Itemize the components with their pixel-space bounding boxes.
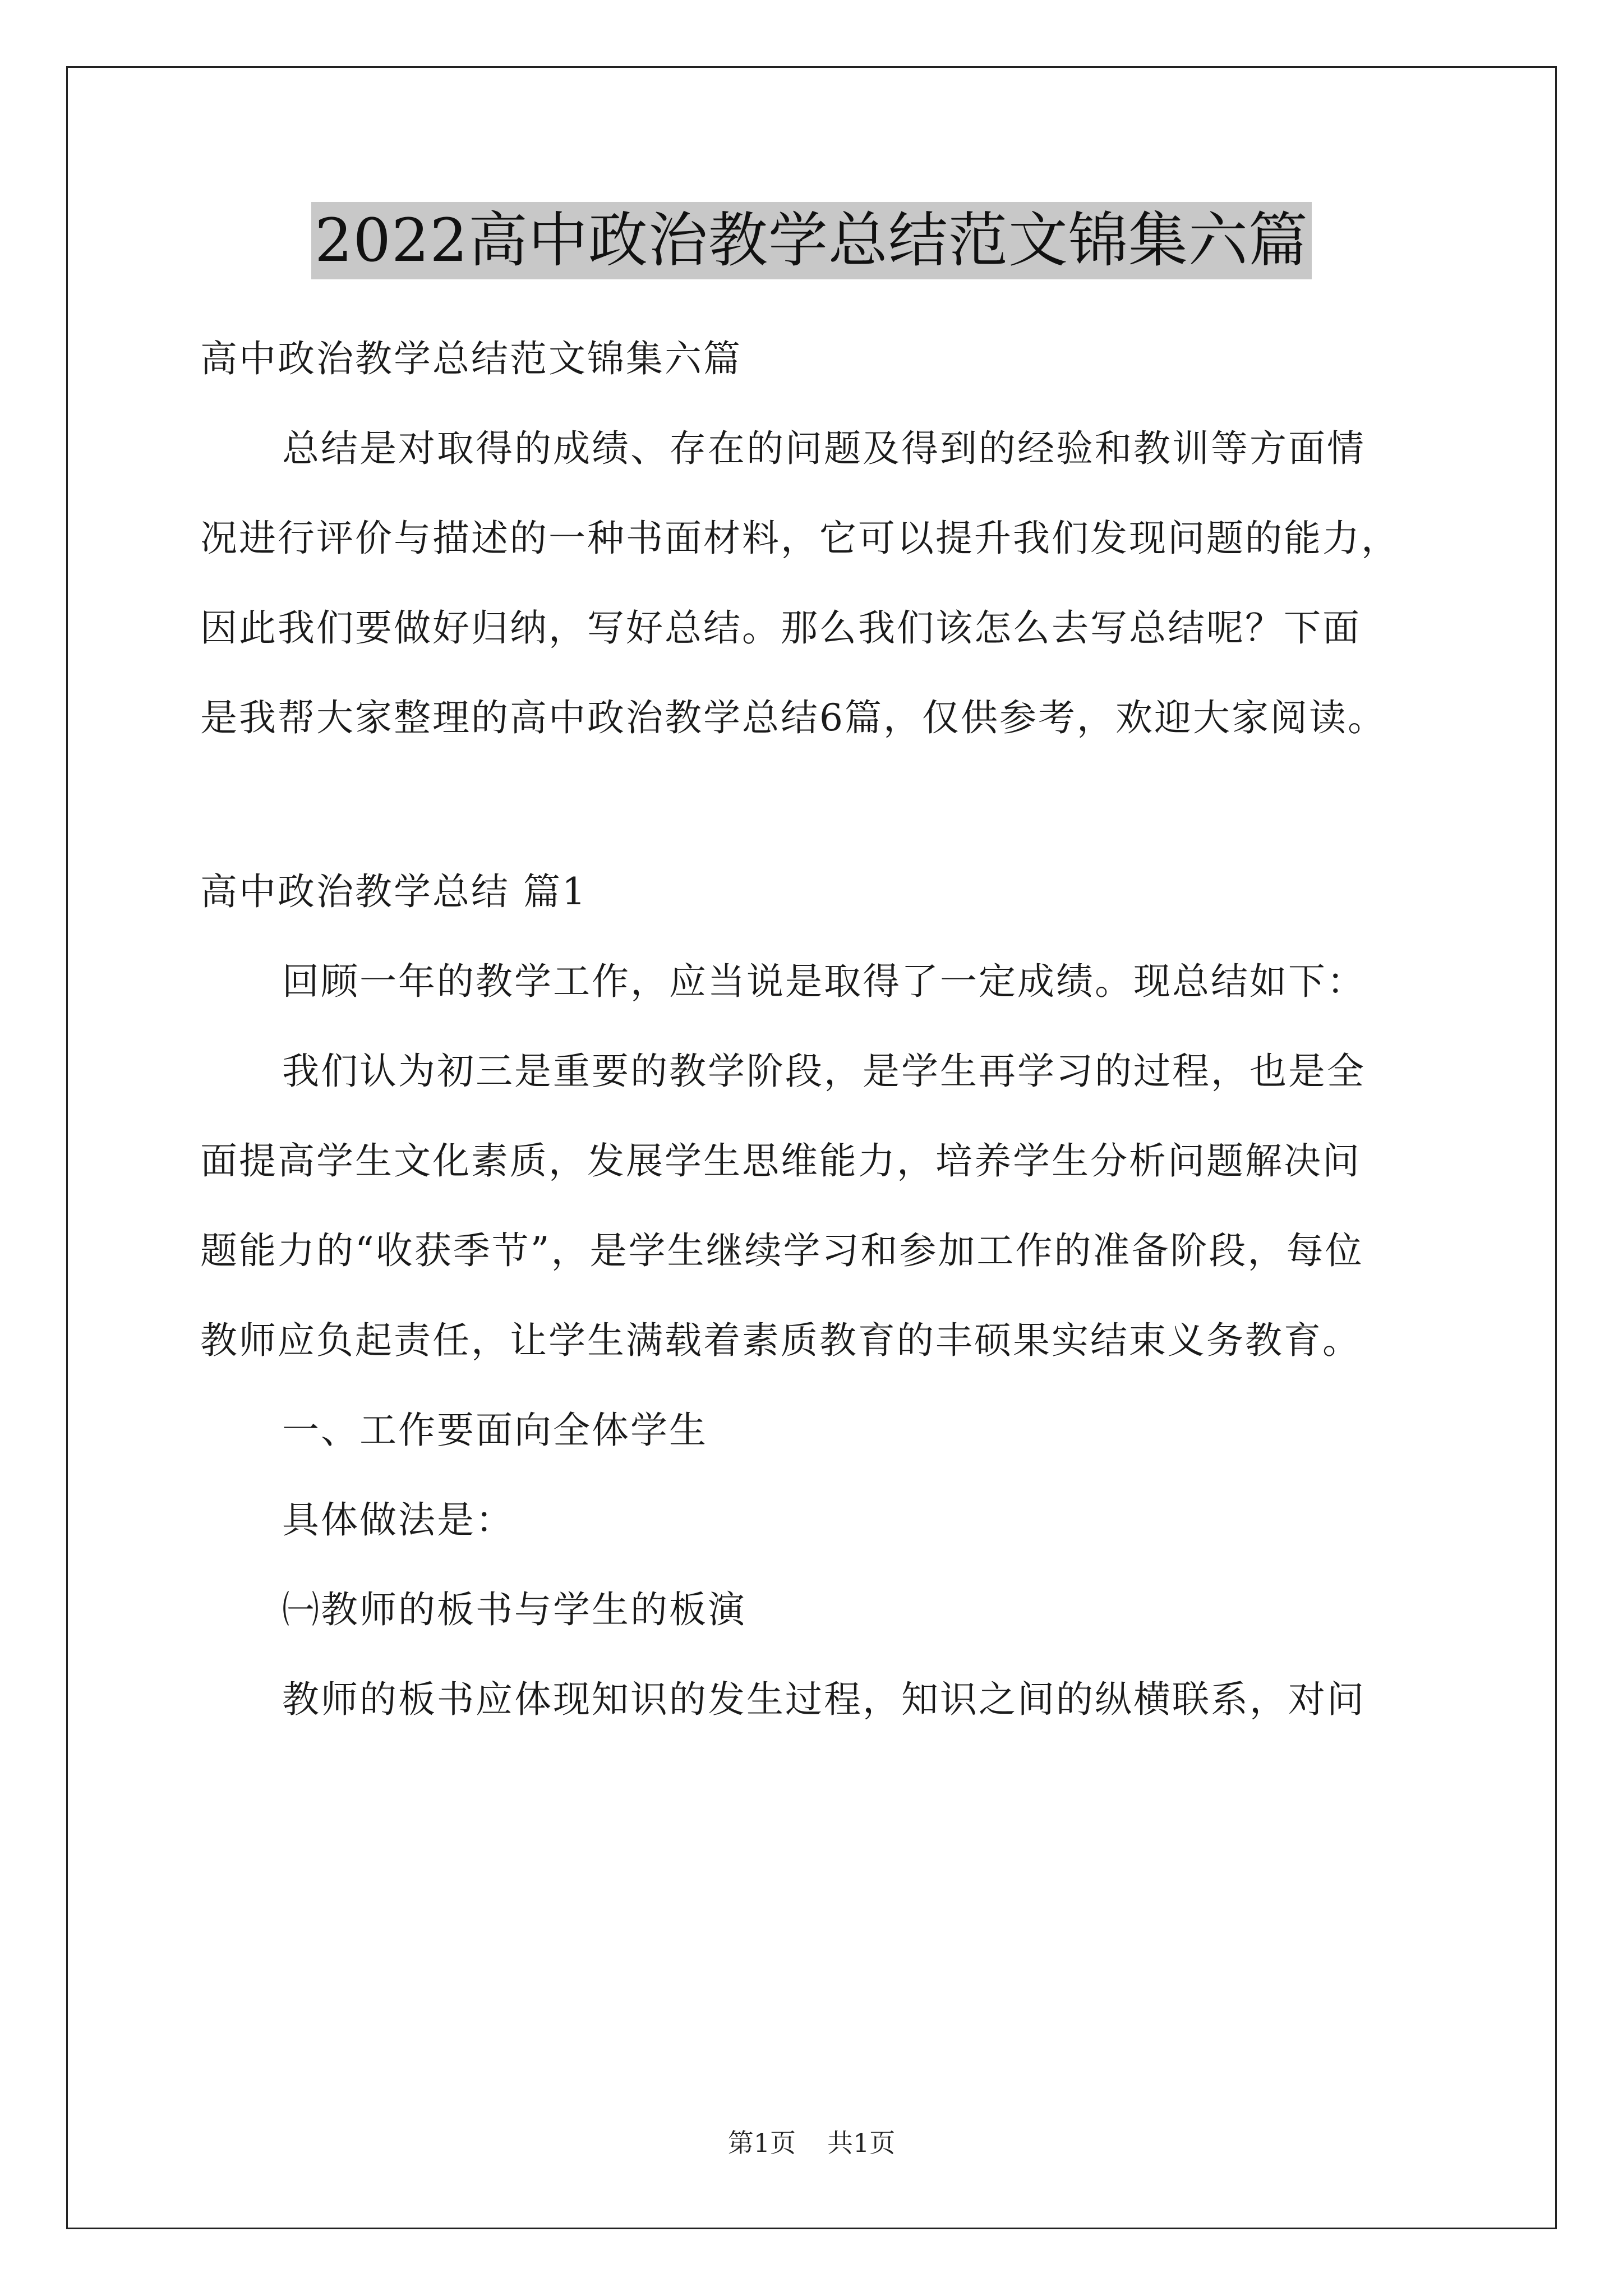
section-line-5: 教师应负起责任，让学生满载着素质教育的丰硕果实结束义务教育。 [200,1319,1361,1362]
section-line-4: 题能力的“收获季节”，是学生继续学习和参加工作的准备阶段，每位 [200,1229,1364,1272]
title-container [0,202,1623,279]
page-number: 第1页 [727,2128,796,2158]
intro-line-1: 总结是对取得的成绩、存在的问题及得到的经验和教训等方面情 [282,427,1366,470]
document-subtitle: 高中政治教学总结范文锦集六篇 [200,337,742,380]
section-line-3: 面提高学生文化素质，发展学生思维能力，培养学生分析问题解决问 [200,1139,1361,1182]
document-title: 2022高中政治教学总结范文锦集六篇 [311,202,1312,279]
section-line-8: ㈠教师的板书与学生的板演 [282,1588,746,1631]
section-line-7: 具体做法是： [282,1498,514,1542]
section-spacer [200,763,1434,847]
intro-line-2: 况进行评价与描述的一种书面材料，它可以提升我们发现问题的能力， [200,517,1400,560]
document-body [200,314,1434,1745]
intro-line-3: 因此我们要做好归纳，写好总结。那么我们该怎么去写总结呢？下面 [200,606,1361,650]
section-line-9: 教师的板书应体现知识的发生过程，知识之间的纵横联系，对问 [282,1678,1366,1721]
section-heading: 高中政治教学总结 篇1 [200,870,587,913]
intro-line-4: 是我帮大家整理的高中政治教学总结6篇，仅供参考，欢迎大家阅读。 [200,696,1386,739]
page-total: 共1页 [827,2128,896,2158]
section-line-2: 我们认为初三是重要的教学阶段，是学生再学习的过程，也是全 [282,1050,1366,1093]
section-line-1: 回顾一年的教学工作，应当说是取得了一定成绩。现总结如下： [282,960,1366,1003]
section-line-6: 一、工作要面向全体学生 [282,1409,708,1452]
page-footer [0,2126,1623,2160]
